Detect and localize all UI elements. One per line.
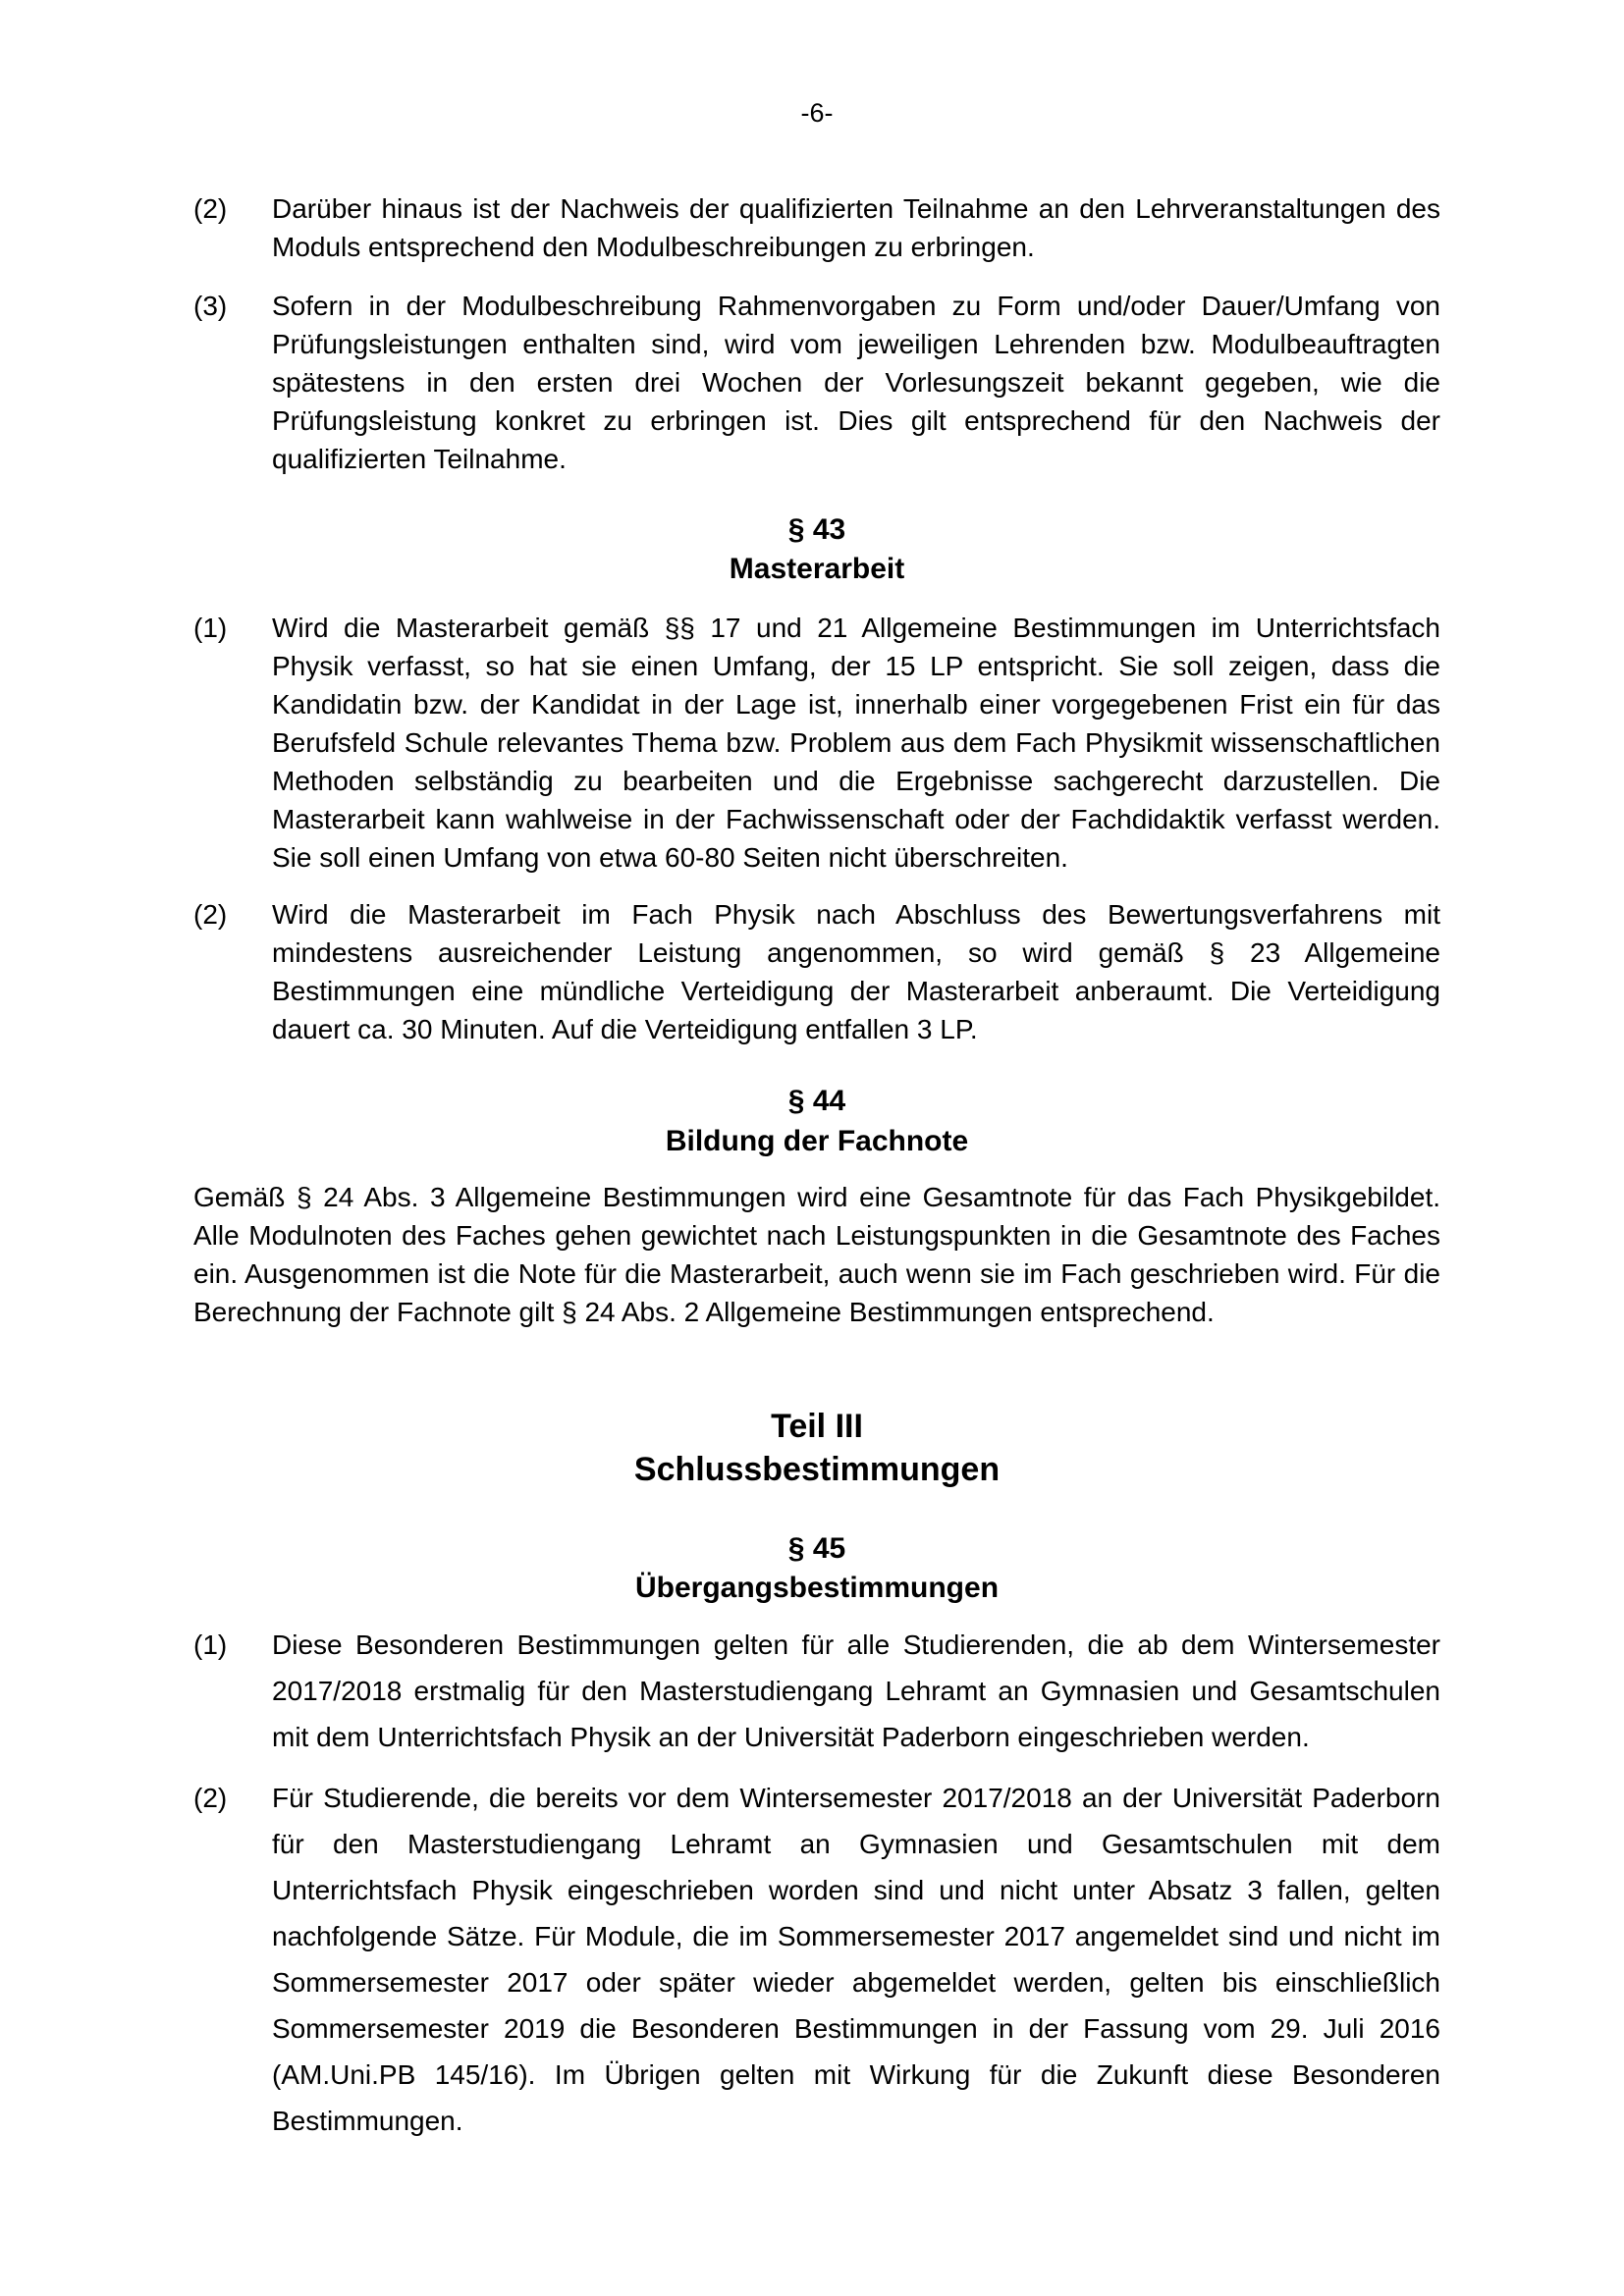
paragraph-3 [193,287,1440,478]
paragraph-number: (1) [193,613,228,643]
section-number-45: § 45 [787,1532,846,1565]
paragraph-text: Wird die Masterarbeit im Fach Physik nach Abschluss des Bewertungsverfahrens mit mindestens ausreichender Leistung angenommen, so wird gemäß § 23 Allgemeine Bestimmungen eine mündliche Verteidigung der Masterarbeit anberaumt. Die Verteidigung dauert ca. 30 Minuten. Auf die Verteidigung entfallen 3 LP. [272,899,1440,1044]
part-title: Teil III [771,1408,863,1445]
paragraph-2 [193,189,1440,266]
paragraph-text: Wird die Masterarbeit gemäß §§ 17 und 21 Allgemeine Bestimmungen im Unterrichtsfach Physik verfasst, so hat sie einen Umfang, der 15 LP entspricht. Sie soll zeigen, dass die Kandidatin bzw. der Kandidat in der Lage ist, innerhalb einer vorgegebenen Frist ein für das Berufsfeld Schule relevantes Thema bzw. Problem aus dem Fach Physikmit wissenschaftlichen Methoden selbständig zu bearbeiten und die Ergebnisse sachgerecht darzustellen. Die Masterarbeit kann wahlweise in der Fachwissenschaft oder der Fachdidaktik verfasst werden. Sie soll einen Umfang von etwa 60-80 Seiten nicht überschreiten. [272,613,1440,873]
paragraph-text: Darüber hinaus ist der Nachweis der qualifizierten Teilnahme an den Lehrveranstaltungen des Moduls entsprechend den Modulbeschreibungen zu erbringen. [272,193,1440,262]
paragraph-number: (2) [193,193,228,224]
paragraph-text: Diese Besonderen Bestimmungen gelten für alle Studierenden, die ab dem Wintersemester 2017/2018 erstmalig für den Masterstudiengang Lehramt an Gymnasien und Gesamtschulen mit dem Unterrichtsfach Physik an der Universität Paderborn eingeschrieben werden. [272,1629,1440,1752]
paragraph-number: (2) [193,899,228,930]
s45-paragraph-1 [193,1622,1440,1760]
paragraph-number: (2) [193,1783,228,1813]
section-number-44: § 44 [787,1085,846,1117]
s45-paragraph-2 [193,1775,1440,2144]
s43-paragraph-1 [193,609,1440,877]
s44-text: Gemäß § 24 Abs. 3 Allgemeine Bestimmungen wird eine Gesamtnote für das Fach Physikgebildet. Alle Modulnoten des Faches gehen gewichtet nach Leistungspunkten in die Gesamtnote des Faches ein. Ausgenommen ist die Note für die Masterarbeit, auch wenn sie im Fach geschrieben wird. Für die Berechnung der Fachnote gilt § 24 Abs. 2 Allgemeine Bestimmungen entsprechend. [193,1182,1440,1327]
paragraph-number: (3) [193,291,228,321]
section-title-fachnote: Bildung der Fachnote [665,1125,969,1157]
paragraph-text: Sofern in der Modulbeschreibung Rahmenvorgaben zu Form und/oder Dauer/Umfang von Prüfungsleistungen enthalten sind, wird vom jeweiligen Lehrenden bzw. Modulbeauftragten spätestens in den ersten drei Wochen der Vorlesungszeit bekannt gegeben, wie die Prüfungsleistung konkret zu erbringen ist. Dies gilt entsprechend für den Nachweis der qualifizierten Teilnahme. [272,291,1440,474]
section-number-43: § 43 [787,513,846,546]
s43-paragraph-2 [193,895,1440,1048]
page-number: -6- [800,98,834,128]
section-title-masterarbeit: Masterarbeit [729,553,905,585]
paragraph-number: (1) [193,1629,228,1660]
part-subtitle: Schlussbestimmungen [633,1451,1001,1488]
section-title-uebergang: Übergangsbestimmungen [634,1572,1000,1604]
paragraph-text: Für Studierende, die bereits vor dem Wintersemester 2017/2018 an der Universität Paderborn für den Masterstudiengang Lehramt an Gymnasien und Gesamtschulen mit dem Unterrichtsfach Physik eingeschrieben worden sind und nicht unter Absatz 3 fallen, gelten nachfolgende Sätze. Für Module, die im Sommersemester 2017 angemeldet sind und nicht im Sommersemester 2017 oder später wieder abgemeldet werden, gelten bis einschließlich Sommersemester 2019 die Besonderen Bestimmungen in der Fassung vom 29. Juli 2016 (AM.Uni.PB 145/16). Im Übrigen gelten mit Wirkung für die Zukunft diese Besonderen Bestimmungen. [272,1783,1440,2136]
